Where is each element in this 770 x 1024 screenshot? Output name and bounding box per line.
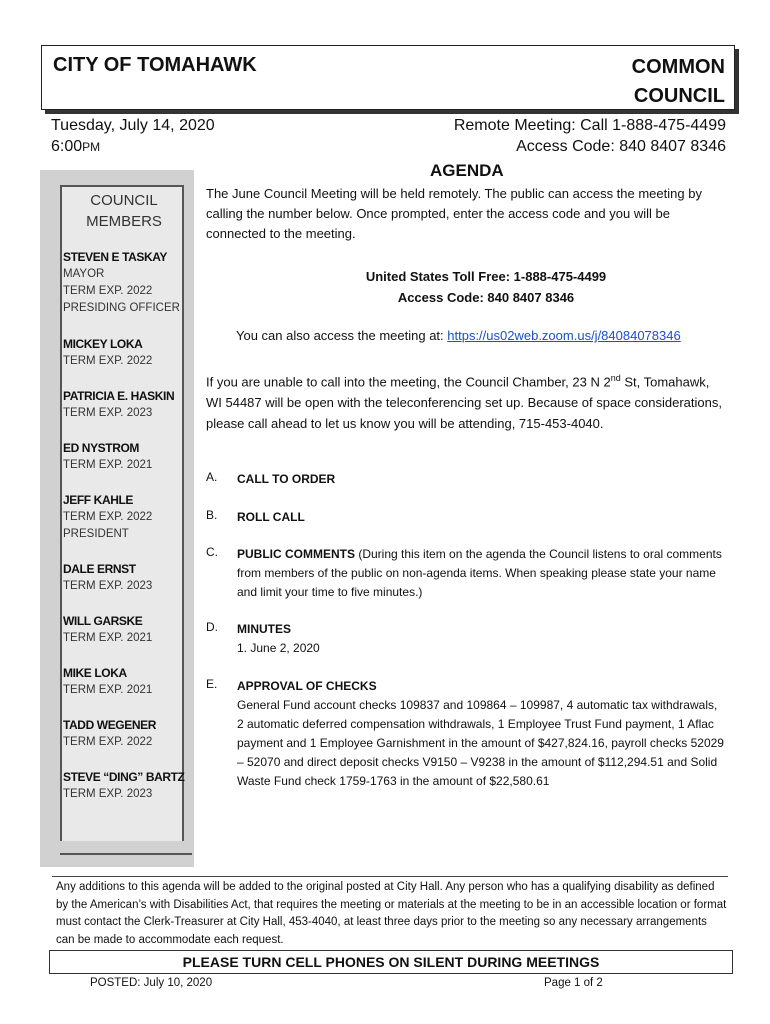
item-heading: MINUTES bbox=[237, 622, 291, 636]
zoom-prefix: You can also access the meeting at: bbox=[236, 328, 448, 343]
access-code: Access Code: 840 8407 8346 bbox=[397, 290, 575, 305]
member-name: MICKEY LOKA bbox=[63, 337, 143, 351]
member-jeff-kahle bbox=[63, 492, 188, 543]
footer-divider bbox=[52, 876, 728, 877]
toll-free-number: United States Toll Free: 1-888-475-4499 bbox=[365, 269, 607, 284]
remote-meeting-info bbox=[454, 115, 726, 157]
header-box bbox=[41, 45, 735, 110]
zoom-access-line bbox=[236, 328, 681, 343]
member-will-garske bbox=[63, 613, 188, 647]
member-patricia-haskin bbox=[63, 388, 188, 422]
cell-phone-notice-box bbox=[49, 950, 733, 974]
agenda-title: AGENDA bbox=[430, 161, 504, 180]
member-term: TERM EXP. 2023 bbox=[63, 407, 153, 419]
council-members-heading-line2: MEMBERS bbox=[86, 213, 162, 230]
member-role: PRESIDING OFFICER bbox=[63, 302, 180, 314]
meeting-time-num: 6:00 bbox=[51, 138, 83, 155]
member-ed-nystrom bbox=[63, 440, 188, 474]
member-name: PATRICIA E. HASKIN bbox=[63, 389, 175, 403]
accessibility-note: Any additions to this agenda will be added to the original posted at City Hall. Any person who has a qualifying disability as defined by the American’s with Disabilities Act, that requires the meeting or materials at the meeting to be in an accessible location or format must contact the Clerk-Treasurer at City Hall, 453-4040, at least three days prior to the meeting so any necessary arrangements can be made to accommodate each request. bbox=[56, 881, 727, 946]
item-letter: A. bbox=[206, 470, 218, 484]
member-mickey-loka bbox=[63, 336, 188, 370]
chamber-ordinal: nd bbox=[610, 373, 621, 383]
member-name: DALE ERNST bbox=[63, 562, 136, 576]
member-term: TERM EXP. 2021 bbox=[63, 632, 153, 644]
item-text: General Fund account checks 109837 and 109864 – 109987, 4 automatic tax withdrawals, 2 automatic deferred compensation withdrawals, 1 Employee Trust Fund payment, 1 Aflac payment and 1 Employee Garnishment in the amount of $427,824.16, payroll checks 52029 – 52070 and direct deposit checks V9150 – V9238 in the amount of $112,294.51 and Solid Waste Fund check 1759-1763 in the amount of $22,580.61 bbox=[237, 698, 724, 788]
member-name: WILL GARSKE bbox=[63, 614, 143, 628]
meeting-date: Tuesday, July 14, 2020 bbox=[51, 117, 215, 134]
member-term: TERM EXP. 2022 bbox=[63, 511, 153, 523]
member-name: MIKE LOKA bbox=[63, 666, 127, 680]
member-term: TERM EXP. 2022 bbox=[63, 736, 153, 748]
member-term: TERM EXP. 2022 bbox=[63, 355, 153, 367]
council-members-heading bbox=[64, 190, 184, 232]
page-number: Page 1 of 2 bbox=[544, 977, 603, 989]
council-title-line1: COMMON bbox=[631, 56, 725, 78]
member-role: MAYOR bbox=[63, 268, 105, 280]
member-role: PRESIDENT bbox=[63, 528, 129, 540]
item-heading: CALL TO ORDER bbox=[237, 472, 336, 486]
member-name: TADD WEGENER bbox=[63, 718, 156, 732]
member-mike-loka bbox=[63, 665, 188, 699]
council-title-line2: COUNCIL bbox=[633, 85, 725, 107]
call-in-info bbox=[206, 266, 766, 308]
member-name: JEFF KAHLE bbox=[63, 493, 134, 507]
member-name: STEVEN E TASKAY bbox=[63, 250, 168, 264]
remote-access-code: Access Code: 840 8407 8346 bbox=[516, 138, 726, 155]
meeting-date-time bbox=[51, 115, 215, 158]
member-tadd-wegener bbox=[63, 717, 188, 751]
chamber-text-a: If you are unable to call into the meeting, the Council Chamber, 23 N 2 bbox=[206, 374, 611, 390]
item-letter: C. bbox=[206, 545, 218, 559]
council-members-heading-line1: COUNCIL bbox=[90, 192, 158, 209]
cell-phone-notice: PLEASE TURN CELL PHONES ON SILENT DURING MEETINGS bbox=[182, 954, 600, 970]
posted-date: POSTED: July 10, 2020 bbox=[90, 977, 213, 989]
item-heading: PUBLIC COMMENTS bbox=[237, 547, 355, 561]
member-name: ED NYSTROM bbox=[63, 441, 140, 455]
member-name: STEVE “DING” BARTZ bbox=[63, 770, 185, 784]
item-text: (During this item on the agenda the Council listens to oral comments from members of the public on non-agenda items. When speaking please state your name and limit your time to five minutes.) bbox=[237, 547, 722, 599]
meeting-time bbox=[51, 136, 215, 158]
remote-phone: Remote Meeting: Call 1-888-475-4499 bbox=[453, 117, 726, 134]
zoom-link[interactable]: https://us02web.zoom.us/j/84084078346 bbox=[447, 328, 681, 343]
sidebar-rule-bottom bbox=[60, 853, 192, 855]
item-heading: APPROVAL OF CHECKS bbox=[237, 679, 377, 693]
chamber-text-b: St, Tomahawk, WI 54487 will be open with the teleconferencing set up. Because of space considerations, please call ahead to let us know you will be attending, 715-453-4040. bbox=[206, 374, 722, 432]
item-heading: ROLL CALL bbox=[237, 510, 305, 524]
item-subitem: 1. June 2, 2020 bbox=[237, 641, 320, 655]
member-term: TERM EXP. 2023 bbox=[63, 788, 153, 800]
sidebar-rule-top bbox=[60, 185, 184, 187]
member-term: TERM EXP. 2021 bbox=[63, 459, 153, 471]
member-steve-bartz bbox=[63, 769, 188, 803]
member-term: TERM EXP. 2023 bbox=[63, 580, 153, 592]
intro-paragraph: The June Council Meeting will be held remotely. The public can access the meeting by calling the number below. Once prompted, enter the access code and you will be connected to the meeting. bbox=[206, 186, 702, 241]
meeting-time-suffix: PM bbox=[82, 140, 101, 154]
chamber-paragraph bbox=[206, 368, 726, 434]
council-title bbox=[632, 53, 725, 111]
member-term: TERM EXP. 2021 bbox=[63, 684, 153, 696]
city-name: CITY OF TOMAHAWK bbox=[53, 54, 257, 76]
item-letter: B. bbox=[206, 508, 218, 522]
item-letter: D. bbox=[206, 620, 218, 634]
item-letter: E. bbox=[206, 677, 218, 691]
member-steven-taskay bbox=[63, 249, 188, 317]
member-term: TERM EXP. 2022 bbox=[63, 285, 153, 297]
member-dale-ernst bbox=[63, 561, 188, 595]
